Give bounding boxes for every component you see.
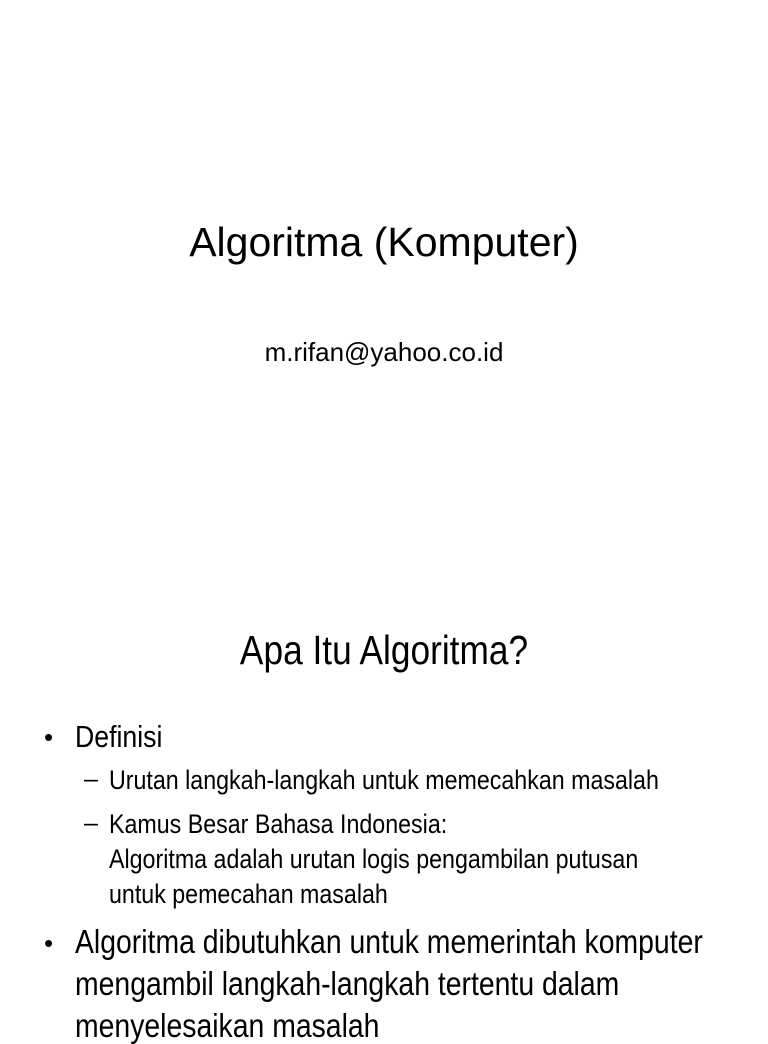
sub-bullet-text: Kamus Besar Bahasa Indonesia:: [109, 809, 448, 839]
bullet-text: mengambil langkah-langkah tertentu dalam: [75, 965, 620, 1002]
slide-title: Apa Itu Algoritma?: [239, 627, 529, 673]
slide-title: Algoritma (Komputer): [189, 219, 579, 265]
bullet-text: Definisi: [75, 719, 163, 754]
sub-bullet-text: untuk pemecahan masalah: [109, 879, 388, 909]
sub-bullet-text: Algoritma adalah urutan logis pengambilan putusan: [109, 844, 639, 874]
dash-icon: –: [84, 765, 98, 793]
bullet-icon: •: [44, 928, 54, 958]
bullet-text: Algoritma dibutuhkan untuk memerintah komputer: [75, 923, 703, 960]
bullet-icon: •: [44, 722, 54, 752]
sub-bullet-text: Urutan langkah-langkah untuk memecahkan masalah: [109, 765, 659, 795]
author-email: m.rifan@yahoo.co.id: [264, 337, 504, 367]
bullet-text: menyelesaikan masalah: [75, 1007, 380, 1044]
dash-icon: –: [84, 809, 98, 837]
